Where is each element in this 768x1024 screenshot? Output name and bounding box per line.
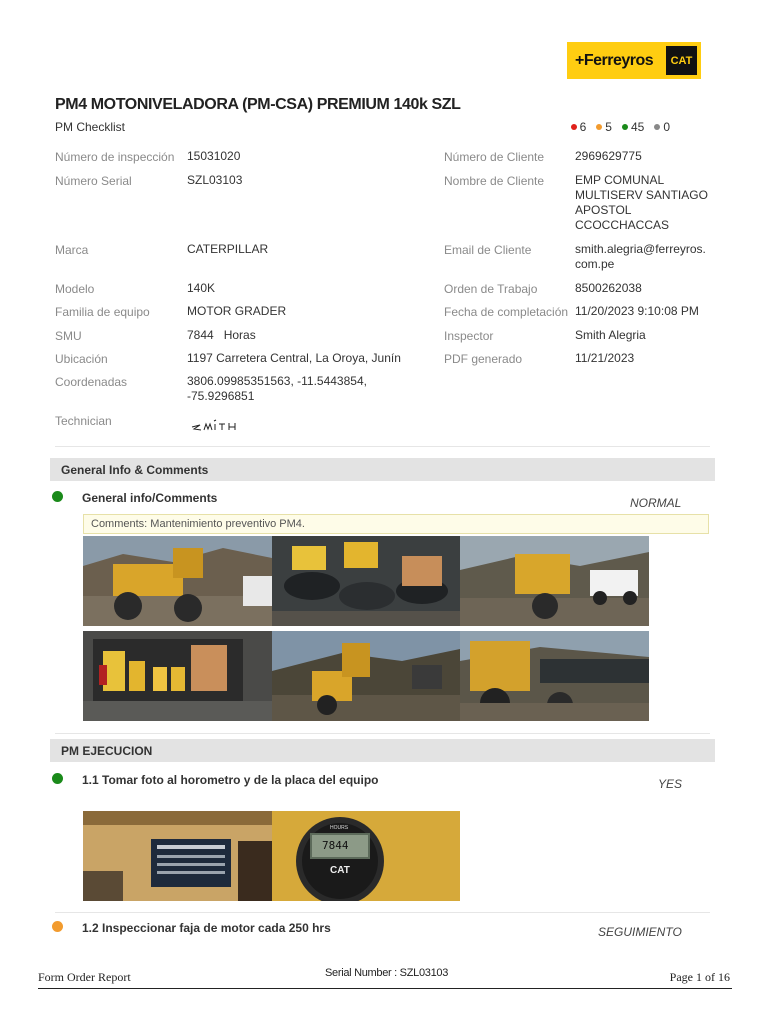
photo-grader-rear-tires[interactable] [460, 631, 649, 721]
value-brand: CATERPILLAR [187, 242, 269, 256]
photo-equipment-plate[interactable] [83, 811, 272, 901]
label-location: Ubicación [55, 352, 108, 366]
item-title-engine-belt: 1.2 Inspeccionar faja de motor cada 250 hrs [82, 921, 331, 935]
value-completion-date: 11/20/2023 9:10:08 PM [575, 304, 699, 318]
footer-report-name: Form Order Report [38, 970, 131, 984]
label-client-number: Número de Cliente [444, 150, 545, 164]
hour-meter-reading: 7844 [322, 839, 349, 852]
brand-name: +Ferreyros [575, 51, 654, 69]
orange-dot-icon [596, 124, 602, 130]
label-inspector: Inspector [444, 329, 494, 343]
value-serial-number: SZL03103 [187, 173, 243, 187]
value-client-number: 2969629775 [575, 149, 642, 163]
ferreyros-cat-logo [567, 42, 701, 79]
label-model: Modelo [55, 282, 95, 296]
value-inspection-number: 15031020 [187, 149, 241, 163]
value-client-email: smith.alegria@ferreyros.com.pe [575, 242, 706, 271]
count-gray: 0 [654, 120, 670, 134]
label-completion-date: Fecha de completación [444, 305, 569, 319]
count-green: 45 [622, 120, 644, 134]
count-red: 6 [571, 120, 587, 134]
value-client-name: EMP COMUNAL MULTISERV SANTIAGO APOSTOL CCOCCHACCAS [575, 173, 708, 232]
label-client-name: Nombre de Cliente [444, 174, 545, 188]
status-green-icon [52, 491, 63, 502]
label-brand: Marca [55, 243, 89, 257]
label-inspection-number: Número de inspección [55, 150, 175, 164]
photo-hour-meter[interactable] [272, 811, 460, 901]
cat-meter-logo: CAT [330, 865, 350, 876]
value-coordinates: 3806.09985351563, -11.5443854, -75.9296851 [187, 374, 367, 403]
status-green-icon [52, 773, 63, 784]
label-smu: SMU [55, 329, 82, 343]
photo-motor-grader-front[interactable] [83, 536, 272, 626]
label-client-email: Email de Cliente [444, 243, 532, 257]
divider [55, 446, 710, 447]
label-work-order: Orden de Trabajo [444, 282, 538, 296]
technician-signature [190, 418, 250, 434]
item-status-hour-meter-photo: YES [658, 777, 683, 791]
gray-dot-icon [654, 124, 660, 130]
photo-grader-and-truck[interactable] [460, 536, 649, 626]
label-pdf-generated: PDF generado [444, 352, 523, 366]
divider [55, 733, 710, 734]
red-dot-icon [571, 124, 577, 130]
green-dot-icon [622, 124, 628, 130]
item-title-hour-meter-photo: 1.1 Tomar foto al horometro y de la placa del equipo [82, 773, 379, 787]
value-smu: 7844 Horas [187, 328, 256, 342]
value-equipment-family: MOTOR GRADER [187, 304, 287, 318]
value-work-order: 8500262038 [575, 281, 642, 295]
photo-grader-work-site[interactable] [272, 631, 460, 721]
item-title-general-info: General info/Comments [82, 491, 218, 505]
report-subtitle: PM Checklist [55, 120, 126, 134]
photo-truck-with-filters[interactable] [83, 631, 272, 721]
label-equipment-family: Familia de equipo [55, 305, 150, 319]
report-title: PM4 MOTONIVELADORA (PM-CSA) PREMIUM 140k SZL [55, 96, 461, 113]
hour-meter-label: HOURS [330, 825, 349, 831]
divider [55, 912, 710, 913]
footer-serial-number: Serial Number : SZL03103 [325, 967, 449, 979]
cat-logo-badge: CAT [666, 46, 697, 75]
comment-box: Comments: Mantenimiento preventivo PM4. [83, 514, 709, 534]
section-header-pm-ejecucion: PM EJECUCION [50, 739, 715, 762]
item-status-general-info: NORMAL [630, 496, 682, 510]
photo-oil-drums[interactable] [272, 536, 460, 626]
value-pdf-generated: 11/21/2023 [575, 351, 635, 365]
footer-rule [38, 988, 732, 989]
label-technician: Technician [55, 414, 112, 428]
item-status-engine-belt: SEGUIMIENTO [598, 925, 682, 939]
status-orange-icon [52, 921, 63, 932]
label-coordinates: Coordenadas [55, 375, 128, 389]
count-orange: 5 [596, 120, 612, 134]
value-inspector: Smith Alegria [575, 328, 646, 342]
footer-page-number: Page 1 of 16 [669, 970, 730, 984]
section-header-general-info: General Info & Comments [50, 458, 715, 481]
status-counts [571, 120, 670, 134]
value-location: 1197 Carretera Central, La Oroya, Junín [187, 351, 401, 365]
label-serial-number: Número Serial [55, 174, 132, 188]
value-model: 140K [187, 281, 216, 295]
